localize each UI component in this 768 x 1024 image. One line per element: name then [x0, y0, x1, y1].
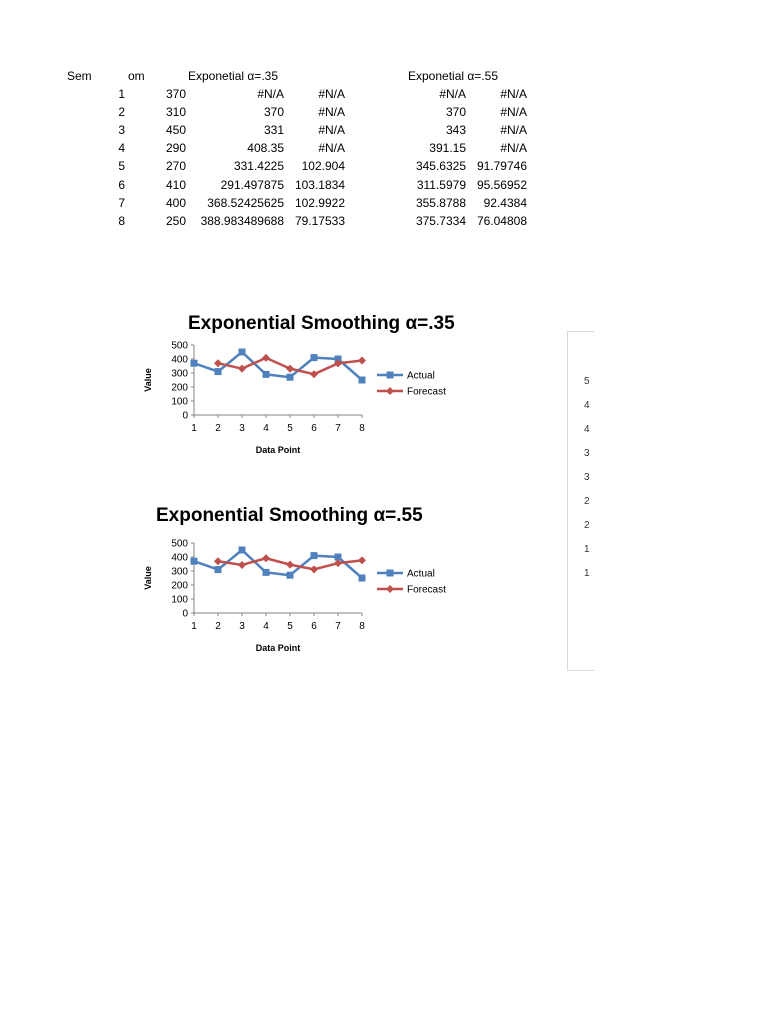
marker-forecast [214, 359, 222, 367]
y-tick-label: 300 [171, 368, 188, 380]
legend-label: Forecast [407, 386, 446, 398]
x-axis-title: Data Point [255, 643, 301, 653]
table-cell: 290 [165, 141, 186, 156]
legend-label: Actual [407, 568, 435, 580]
marker-actual [239, 349, 246, 356]
table-cell: 250 [165, 213, 186, 228]
marker-forecast [358, 556, 366, 564]
x-tick-label: 5 [287, 621, 293, 632]
x-tick-label: 4 [263, 621, 269, 632]
marker-forecast [238, 561, 246, 569]
x-tick-label: 8 [359, 621, 365, 632]
table-cell: 6 [118, 177, 125, 192]
table-cell: 368.52425625 [207, 195, 284, 210]
marker-actual [191, 360, 198, 367]
table-cell: #N/A [500, 123, 527, 138]
legend-label: Actual [407, 370, 435, 382]
side-axis-label: 2 [584, 496, 590, 507]
x-axis-title: Data Point [255, 445, 301, 455]
side-axis-label: 4 [584, 424, 590, 435]
table-cell: 3 [118, 123, 125, 138]
x-tick-label: 2 [215, 621, 221, 632]
table-cell: 370 [263, 105, 284, 120]
table-cell: 410 [165, 177, 186, 192]
chart-035 [140, 338, 480, 463]
legend-marker [387, 372, 394, 379]
x-tick-label: 4 [263, 423, 269, 434]
marker-forecast [358, 357, 366, 365]
x-tick-label: 1 [191, 423, 197, 434]
marker-forecast [310, 370, 318, 378]
table-cell: 91.79746 [476, 159, 527, 174]
table-cell: #N/A [318, 105, 345, 120]
header-om: om [128, 69, 145, 83]
table-cell: 310 [165, 105, 186, 120]
y-tick-label: 200 [171, 382, 188, 394]
marker-forecast [262, 354, 270, 362]
table-cell: 345.6325 [415, 159, 466, 174]
table-cell: #N/A [439, 87, 466, 101]
y-tick-label: 0 [182, 608, 188, 620]
table-cell: 370 [445, 105, 466, 120]
table-cell: 8 [118, 213, 125, 228]
x-tick-label: 3 [239, 621, 245, 632]
legend-marker [386, 387, 394, 395]
table-cell: #N/A [318, 141, 345, 156]
table-cell: 4 [118, 141, 125, 156]
marker-actual [263, 569, 270, 576]
marker-actual [287, 374, 294, 381]
x-tick-label: 1 [191, 621, 197, 632]
marker-forecast [286, 365, 294, 373]
marker-forecast [262, 554, 270, 562]
side-axis-label: 3 [584, 448, 590, 459]
side-axis-label: 3 [584, 472, 590, 483]
table-cell: 95.56952 [476, 177, 527, 192]
table-cell: 5 [118, 159, 125, 174]
legend-marker [387, 570, 394, 577]
table-cell: 291.497875 [220, 177, 284, 192]
y-tick-label: 500 [171, 538, 188, 550]
table-cell: 400 [165, 195, 186, 210]
marker-forecast [238, 365, 246, 373]
table-cell: 450 [165, 123, 186, 138]
table-cell: 375.7334 [415, 213, 466, 228]
table-cell: #N/A [500, 141, 527, 156]
marker-actual [191, 558, 198, 565]
y-tick-label: 300 [171, 566, 188, 578]
table-cell: 7 [118, 195, 125, 210]
table-cell: 408.35 [247, 141, 284, 156]
header-exp-055: Exponetial α=.55 [408, 69, 498, 83]
x-tick-label: 7 [335, 621, 341, 632]
table-cell: 388.983489688 [200, 213, 284, 228]
table-cell: 103.1834 [294, 177, 345, 192]
marker-forecast [310, 565, 318, 573]
marker-actual [359, 377, 366, 384]
table-cell: 1 [118, 87, 125, 101]
y-axis-title: Value [143, 566, 153, 590]
marker-actual [287, 572, 294, 579]
marker-actual [239, 547, 246, 554]
marker-forecast [214, 557, 222, 565]
table-cell: #N/A [500, 87, 527, 101]
side-axis-label: 1 [584, 568, 590, 579]
side-axis-label: 5 [584, 376, 590, 387]
table-cell: 102.904 [301, 159, 345, 174]
table-cell: 79.17533 [294, 213, 345, 228]
chart-title-055: Exponential Smoothing α=.55 [156, 505, 423, 526]
table-cell: #N/A [500, 105, 527, 120]
table-cell: #N/A [257, 87, 284, 101]
marker-actual [215, 566, 222, 573]
legend-marker [386, 585, 394, 593]
table-cell: 311.5979 [416, 177, 466, 192]
chart-055 [140, 536, 480, 661]
table-cell: #N/A [318, 87, 345, 101]
side-axis-label: 1 [584, 544, 590, 555]
marker-actual [311, 354, 318, 361]
x-tick-label: 7 [335, 423, 341, 434]
header-sem: Sem [67, 69, 92, 83]
legend-label: Forecast [407, 584, 446, 596]
side-axis-label: 2 [584, 520, 590, 531]
y-tick-label: 200 [171, 580, 188, 592]
table-cell: #N/A [318, 123, 345, 138]
y-tick-label: 100 [171, 594, 188, 606]
table-cell: 331.4225 [233, 159, 284, 174]
y-tick-label: 400 [171, 354, 188, 366]
x-tick-label: 6 [311, 423, 317, 434]
side-axis-label: 4 [584, 400, 590, 411]
x-tick-label: 2 [215, 423, 221, 434]
x-tick-label: 5 [287, 423, 293, 434]
table-cell: 2 [118, 105, 125, 120]
chart-title-035: Exponential Smoothing α=.35 [188, 313, 455, 334]
table-cell: 355.8788 [415, 195, 466, 210]
table-cell: 270 [165, 159, 186, 174]
marker-actual [359, 575, 366, 582]
y-tick-label: 0 [182, 410, 188, 422]
marker-actual [263, 371, 270, 378]
y-tick-label: 400 [171, 552, 188, 564]
x-tick-label: 3 [239, 423, 245, 434]
marker-forecast [286, 561, 294, 569]
header-exp-035: Exponetial α=.35 [188, 69, 278, 83]
x-tick-label: 8 [359, 423, 365, 434]
table-cell: 76.04808 [476, 213, 527, 228]
table-cell: 102.9922 [294, 195, 345, 210]
y-axis-title: Value [143, 368, 153, 392]
table-cell: 391.15 [429, 141, 466, 156]
y-tick-label: 100 [171, 396, 188, 408]
x-tick-label: 6 [311, 621, 317, 632]
marker-actual [311, 552, 318, 559]
marker-actual [215, 368, 222, 375]
table-cell: 370 [165, 87, 186, 101]
table-cell: 92.4384 [483, 195, 527, 210]
y-tick-label: 500 [171, 340, 188, 352]
table-cell: 343 [445, 123, 466, 138]
table-cell: 331 [263, 123, 284, 138]
